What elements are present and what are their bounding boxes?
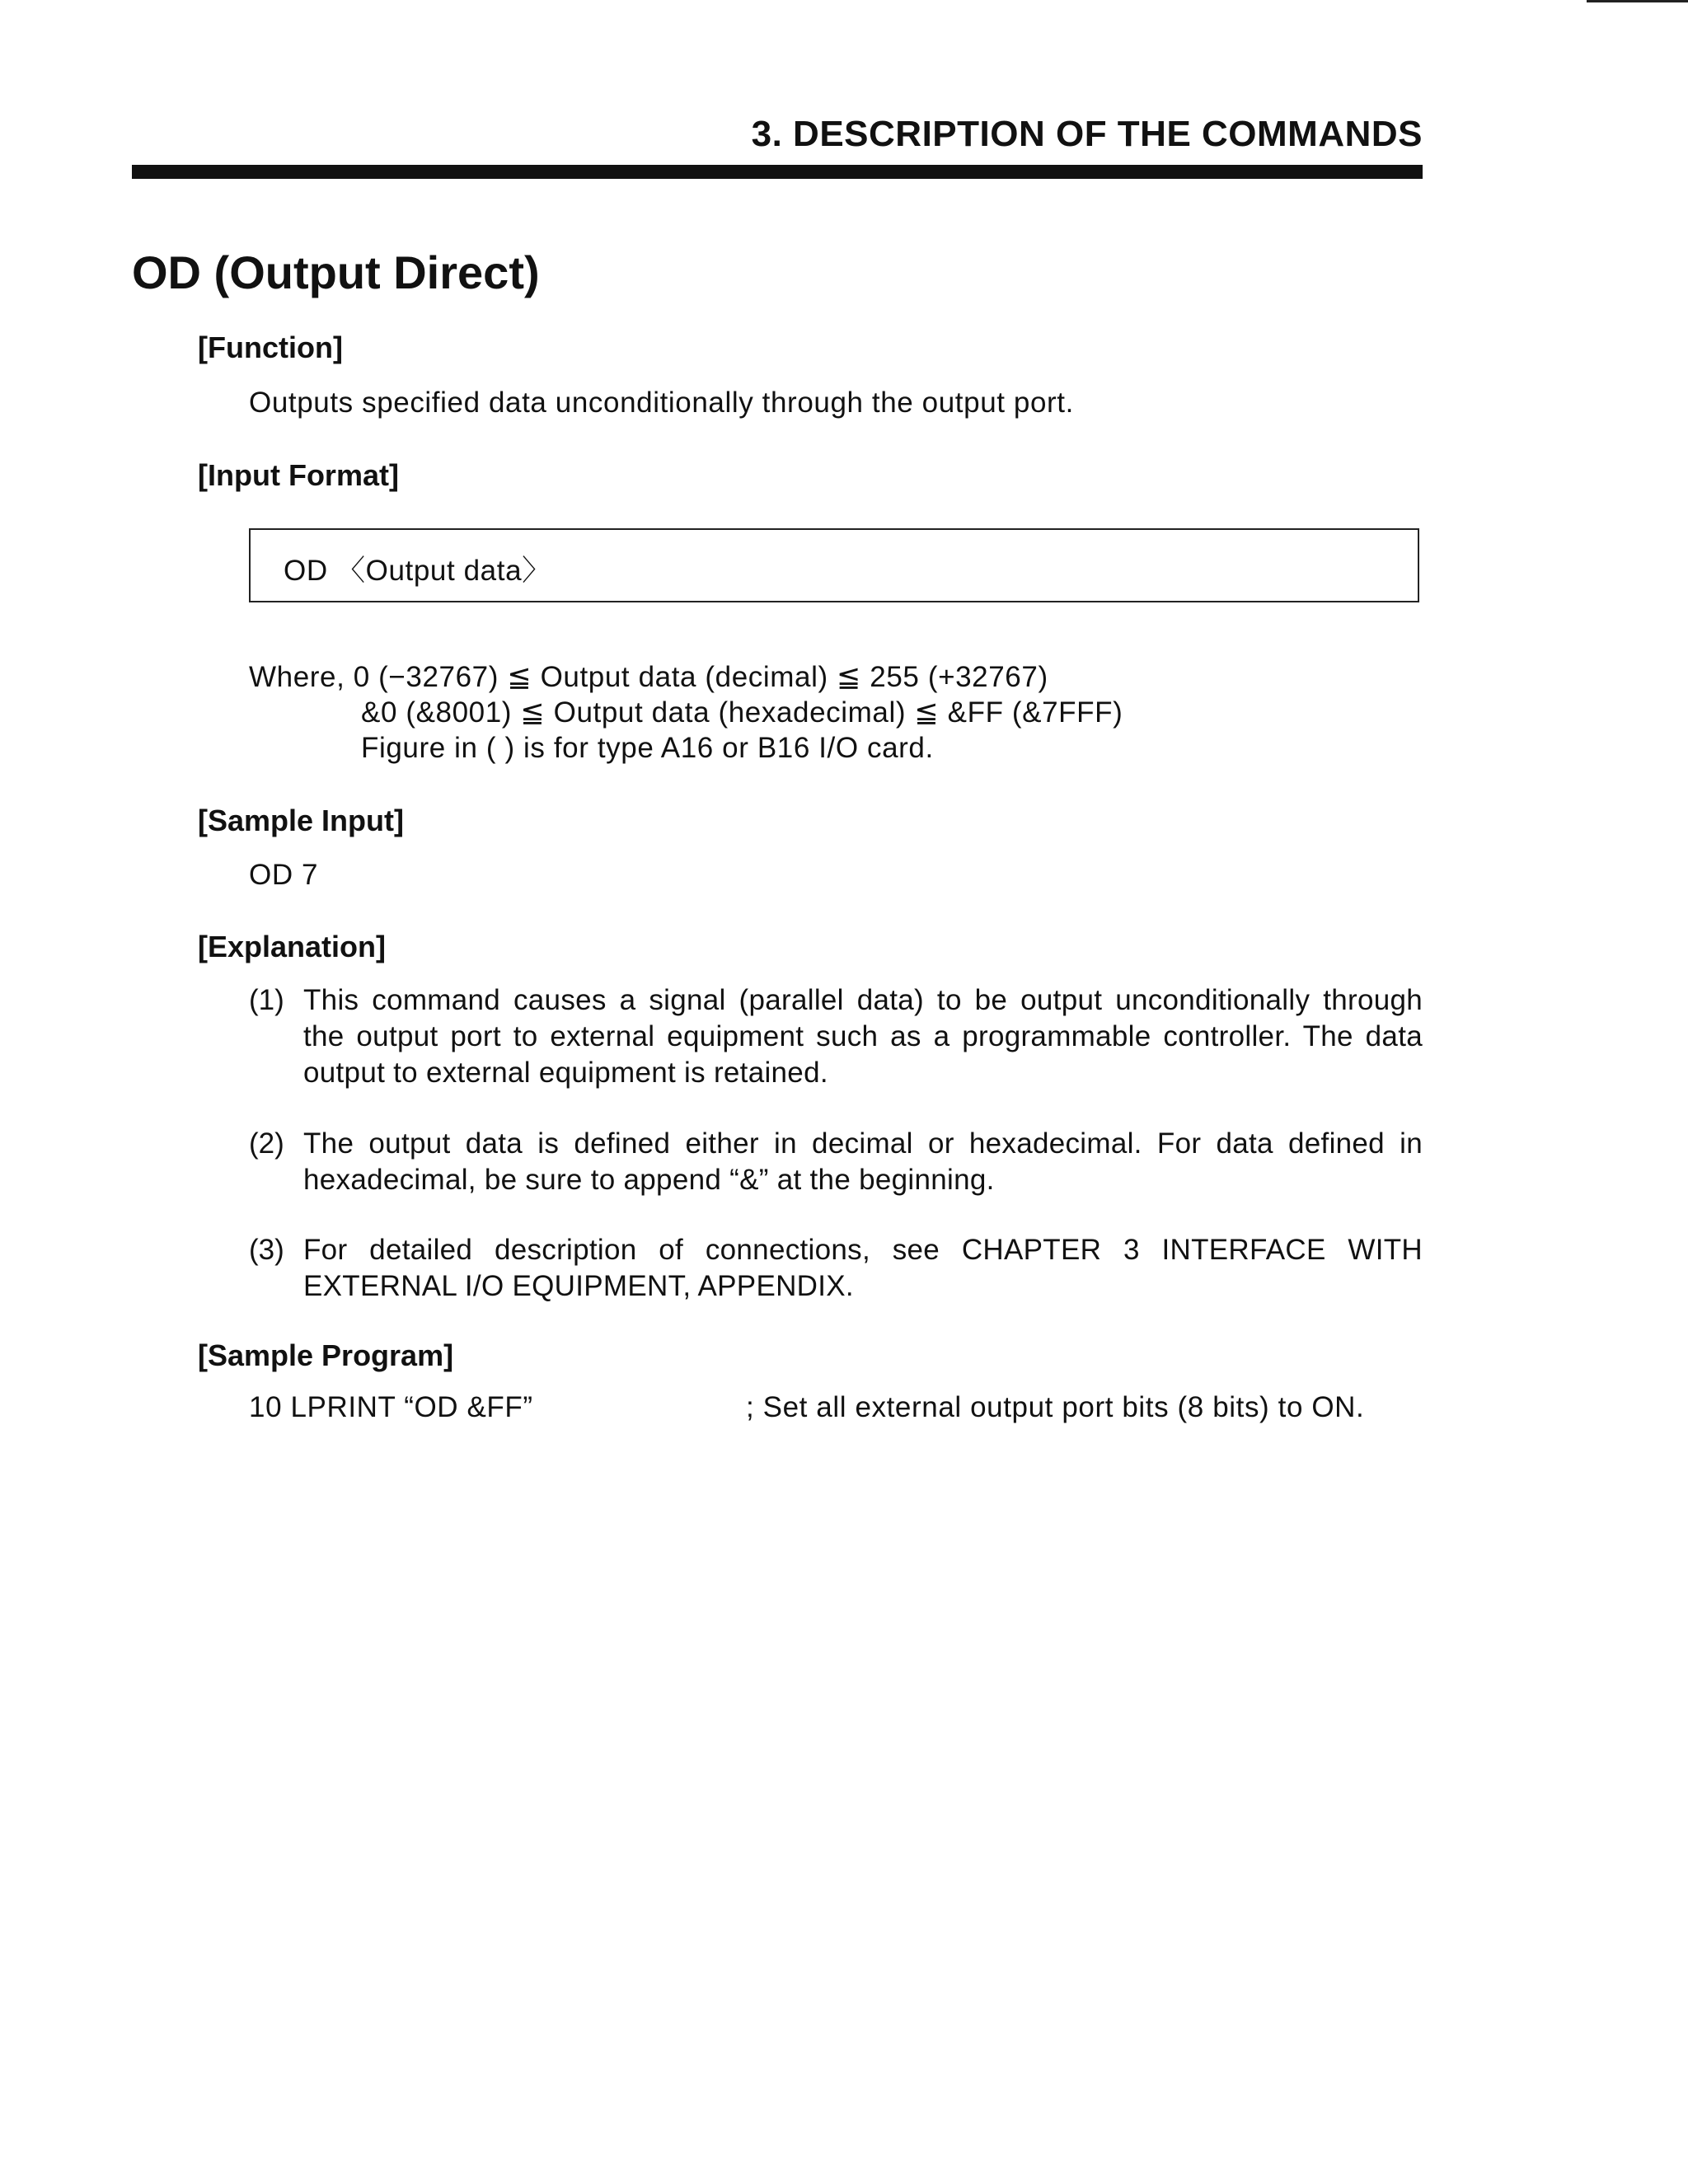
- explanation-line: hexadecimal, be sure to append “&” at the beginning.: [303, 1164, 995, 1196]
- explanation-item-text: [303, 1232, 1423, 1305]
- heading-rule: [132, 165, 1423, 179]
- explanation-line: For detailed description of connections, see CHAPTER 3 INTERFACE WITH: [303, 1234, 1423, 1266]
- where-line-1: Where, 0 (−32767) ≦ Output data (decimal) ≦ 255 (+32767): [249, 661, 1048, 693]
- input-format-box: [249, 528, 1419, 602]
- input-format-syntax: OD 〈Output data〉: [284, 555, 551, 587]
- function-label: [Function]: [198, 330, 343, 364]
- command-title: OD (Output Direct): [132, 246, 540, 298]
- sample-program-comment: ; Set all external output port bits (8 bits) to ON.: [746, 1391, 1365, 1423]
- explanation-item-number: (2): [249, 1127, 284, 1160]
- function-text: Outputs specified data unconditionally through the output port.: [249, 387, 1074, 419]
- explanation-line: EXTERNAL I/O EQUIPMENT, APPENDIX.: [303, 1270, 854, 1302]
- sample-input-label: [Sample Input]: [198, 804, 404, 837]
- input-format-label: [Input Format]: [198, 458, 399, 492]
- sample-program-label: [Sample Program]: [198, 1338, 454, 1372]
- where-line-3: Figure in ( ) is for type A16 or B16 I/O card.: [361, 732, 934, 764]
- chapter-heading: 3. DESCRIPTION OF THE COMMANDS: [751, 114, 1423, 154]
- explanation-item-text: [303, 1126, 1423, 1198]
- sample-input-text: OD 7: [249, 859, 319, 891]
- explanation-item-text: [303, 982, 1423, 1091]
- sample-program-code: 10 LPRINT “OD &FF”: [249, 1391, 533, 1423]
- explanation-label: [Explanation]: [198, 930, 387, 963]
- explanation-item-number: (3): [249, 1234, 284, 1266]
- explanation-line: The output data is defined either in decimal or hexadecimal. For data defined in: [303, 1127, 1423, 1160]
- explanation-line: This command causes a signal (parallel data) to be output unconditionally through: [303, 984, 1423, 1016]
- corner-rule: [1587, 0, 1688, 2]
- where-line-2: &0 (&8001) ≦ Output data (hexadecimal) ≦ &FF (&7FFF): [361, 696, 1123, 729]
- explanation-line: output to external equipment is retained.: [303, 1057, 828, 1089]
- explanation-line: the output port to external equipment such as a programmable controller. The data: [303, 1020, 1423, 1052]
- explanation-item-number: (1): [249, 984, 284, 1016]
